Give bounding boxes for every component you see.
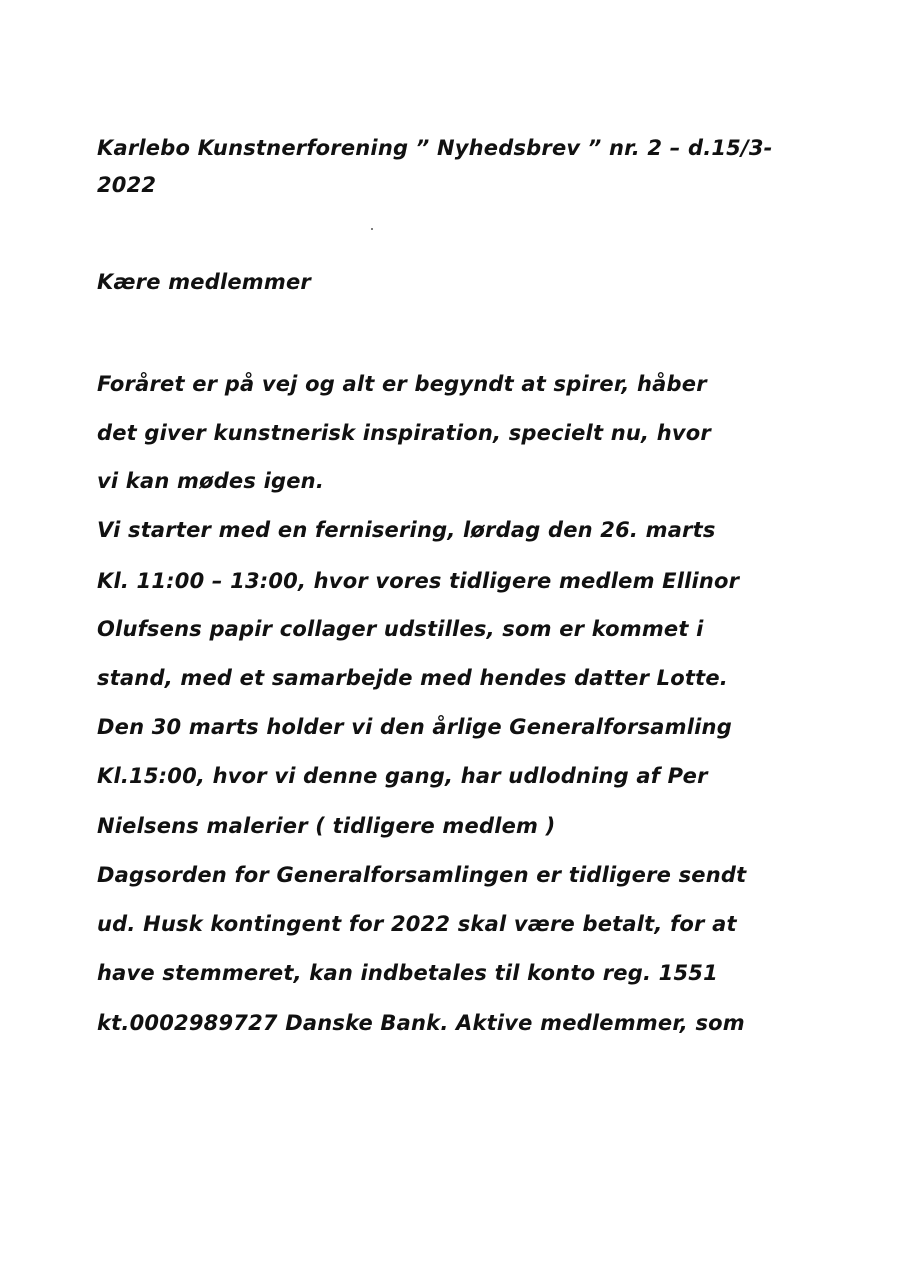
body-line: Den 30 marts holder vi den årlige Generalforsamling bbox=[97, 715, 732, 739]
body-line: Foråret er på vej og alt er begyndt at spirer, håber bbox=[97, 372, 707, 396]
scan-speck bbox=[371, 228, 373, 230]
newsletter-title-line-2: 2022 bbox=[97, 173, 157, 197]
body-line: Vi starter med en fernisering, lørdag den 26. marts bbox=[97, 518, 716, 542]
salutation: Kære medlemmer bbox=[97, 270, 311, 294]
body-line: det giver kunstnerisk inspiration, specielt nu, hvor bbox=[97, 421, 711, 445]
body-line: Nielsens malerier ( tidligere medlem ) bbox=[97, 814, 556, 838]
body-line: have stemmeret, kan indbetales til konto reg. 1551 bbox=[97, 961, 718, 985]
newsletter-title-line-1: Karlebo Kunstnerforening ” Nyhedsbrev ” nr. 2 – d.15/3- bbox=[97, 136, 773, 160]
body-line: Dagsorden for Generalforsamlingen er tidligere sendt bbox=[97, 863, 747, 887]
body-line: Kl. 11:00 – 13:00, hvor vores tidligere medlem Ellinor bbox=[97, 569, 740, 593]
body-line: ud. Husk kontingent for 2022 skal være betalt, for at bbox=[97, 912, 737, 936]
body-line: kt.0002989727 Danske Bank. Aktive medlemmer, som bbox=[97, 1011, 745, 1035]
body-line: vi kan mødes igen. bbox=[97, 469, 324, 493]
body-line: Kl.15:00, hvor vi denne gang, har udlodning af Per bbox=[97, 764, 708, 788]
body-line: stand, med et samarbejde med hendes datter Lotte. bbox=[97, 666, 728, 690]
body-line: Olufsens papir collager udstilles, som er kommet i bbox=[97, 617, 704, 641]
